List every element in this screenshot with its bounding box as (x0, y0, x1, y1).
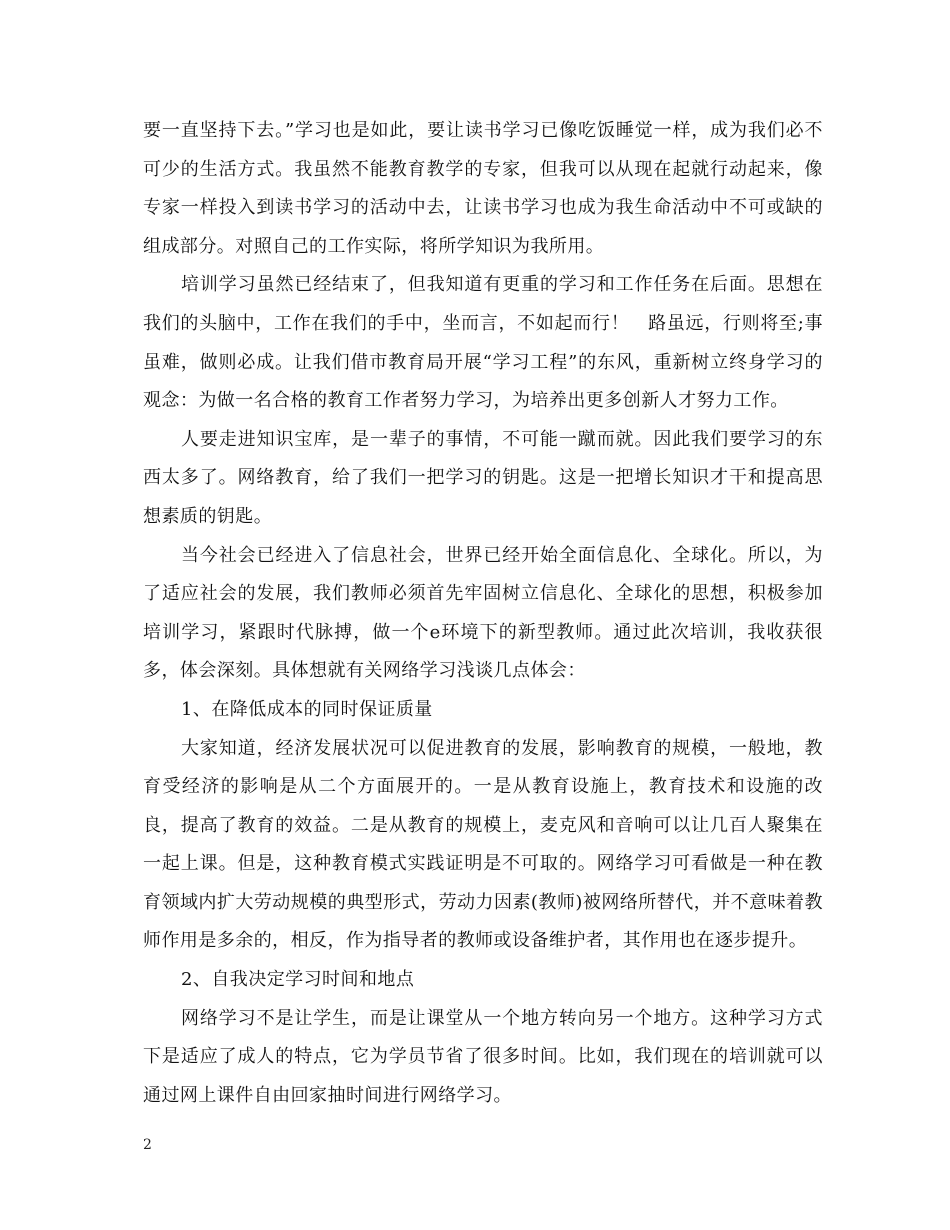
paragraph-4: 当今社会已经进入了信息社会，世界已经开始全面信息化、全球化。所以，为了适应社会的发展，我们教师必须首先牢固树立信息化、全球化的思想，积极参加培训学习，紧跟时代脉搏，做一个e环境下的新型教师。通过此次培训，我收获很多，体会深刻。具体想就有关网络学习浅谈几点体会： (143, 544, 823, 682)
paragraph-1: 要一直坚持下去。”学习也是如此，要让读书学习已像吃饭睡觉一样，成为我们必不可少的生活方式。我虽然不能教育教学的专家，但我可以从现在起就行动起来，像专家一样投入到读书学习的活动中去，让读书学习也成为我生命活动中不可或缺的组成部分。对照自己的工作实际，将所学知识为我所用。 (143, 120, 823, 257)
section-heading-2: 2、自我决定学习时间和地点 (181, 969, 415, 991)
paragraph-2: 培训学习虽然已经结束了，但我知道有更重的学习和工作任务在后面。思想在我们的头脑中，工作在我们的手中，坐而言，不如起而行！ 路虽远，行则将至;事虽难，做则必成。让我们借市教育局开展“学习工程”的东风，重新树立终身学习的观念：为做一名合格的教育工作者努力学习，为培养出更多创新人才努力工作。 (143, 274, 823, 412)
document-body (143, 112, 823, 1115)
paragraph-5: 大家知道，经济发展状况可以促进教育的发展，影响教育的规模，一般地，教育受经济的影响是从二个方面展开的。一是从教育设施上，教育技术和设施的改良，提高了教育的效益。二是从教育的规模上，麦克风和音响可以让几百人聚集在一起上课。但是，这种教育模式实践证明是不可取的。网络学习可看做是一种在教育领域内扩大劳动规模的典型形式，劳动力因素(教师)被网络所替代，并不意味着教师作用是多余的，相反，作为指导者的教师或设备维护者，其作用也在逐步提升。 (143, 737, 823, 952)
paragraph-6: 网络学习不是让学生，而是让课堂从一个地方转向另一个地方。这种学习方式下是适应了成人的特点，它为学员节省了很多时间。比如，我们现在的培训就可以通过网上课件自由回家抽时间进行网络学习。 (143, 1007, 823, 1106)
section-heading-1: 1、在降低成本的同时保证质量 (181, 698, 433, 720)
page-number: 2 (143, 1137, 152, 1153)
paragraph-3: 人要走进知识宝库，是一辈子的事情，不可能一蹴而就。因此我们要学习的东西太多了。网络教育，给了我们一把学习的钥匙。这是一把增长知识才干和提高思想素质的钥匙。 (143, 428, 823, 527)
